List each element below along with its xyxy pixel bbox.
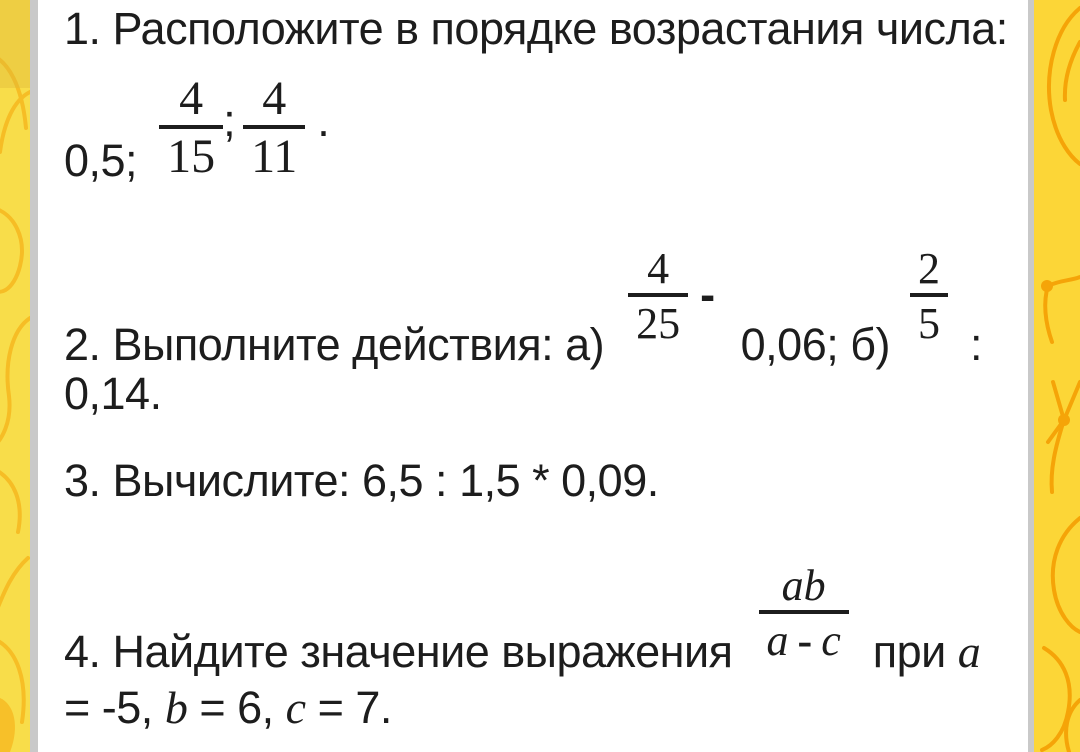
fraction-4-11 (243, 72, 305, 183)
problem4-a-value: = -5, (64, 682, 165, 733)
fraction-denominator (759, 610, 849, 665)
problem2-line2: 0,14. (64, 368, 162, 419)
problem1-separator: ; (223, 95, 236, 146)
fraction-denominator: 25 (628, 293, 688, 340)
fraction-ab-over-a-minus-c (759, 561, 849, 665)
problem2-lead: 2. Выполните действия: а) (64, 319, 605, 370)
fraction-4-15 (159, 72, 223, 183)
problem2-expression (64, 244, 983, 370)
fraction-4-25 (628, 244, 688, 348)
fraction-denominator: 5 (910, 293, 948, 340)
problem1-title: 1. Расположите в порядке возрастания числа: (64, 3, 1008, 54)
problem4-pri-word: при (872, 626, 946, 677)
minus-sign: - (700, 269, 715, 320)
problem4-line2 (64, 683, 392, 733)
right-yellow-pattern-strip (1034, 0, 1080, 752)
fraction-denominator: 11 (243, 125, 305, 175)
minus-sign: - (797, 616, 813, 665)
variable-a: a (957, 626, 981, 677)
fraction-numerator: ab (781, 561, 826, 610)
fraction-numerator: 4 (647, 244, 670, 293)
division-colon: : (970, 319, 983, 370)
left-yellow-pattern-strip (0, 0, 30, 752)
problem1-period: . (317, 95, 330, 146)
problem4-lead: 4. Найдите значение выражения (64, 626, 733, 677)
problem3-text: 3. Вычислите: 6,5 : 1,5 * 0,09. (64, 455, 659, 506)
problem4-expression (64, 561, 981, 677)
problem4-c-value: = 7. (305, 682, 392, 733)
fraction-denominator: 15 (159, 125, 223, 175)
fraction-numerator: 4 (179, 72, 204, 125)
card-left-edge (30, 0, 38, 752)
fraction-numerator: 2 (918, 244, 940, 293)
variable-c: c (285, 682, 306, 733)
fraction-2-5 (910, 244, 948, 348)
variable-a: a (766, 616, 789, 665)
variable-b: b (164, 682, 188, 733)
variable-c: c (821, 616, 841, 665)
problem1-expression (64, 72, 330, 186)
problem4-b-value: = 6, (187, 682, 286, 733)
problem2-middle: 0,06; б) (740, 319, 890, 370)
problem1-decimal: 0,5; (64, 135, 138, 186)
fraction-numerator: 4 (262, 72, 287, 125)
